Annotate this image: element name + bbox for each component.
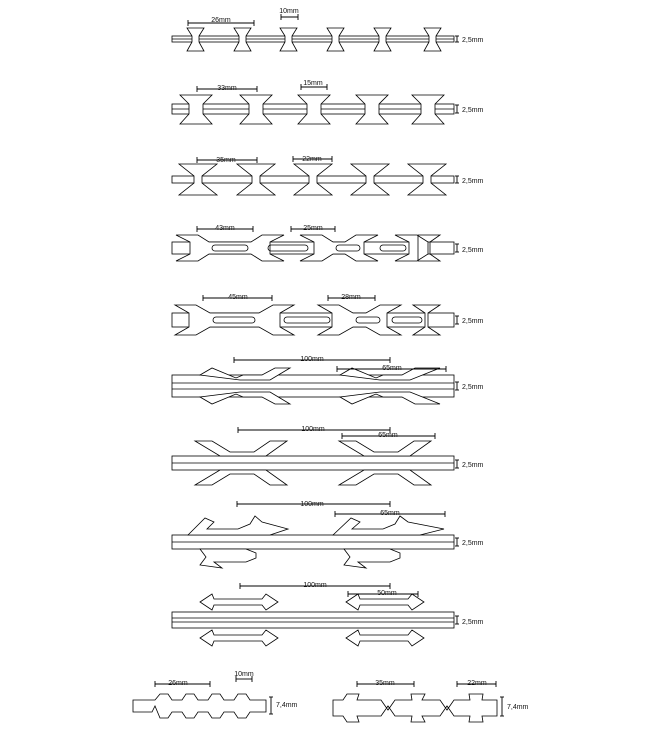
p10-blade-length-label: 26mm <box>168 680 188 687</box>
p4-barb-spacing-label: 25mm <box>303 225 323 232</box>
profile-p1 <box>172 8 484 51</box>
p11-barb-spacing-label: 22mm <box>467 680 487 687</box>
p9-blade-length-label: 100mm <box>303 582 327 589</box>
p7-thickness-label: 2,5mm <box>462 462 484 469</box>
p9-barb-spacing-label: 50mm <box>377 590 397 597</box>
profile-p2 <box>172 80 484 124</box>
profile-p6 <box>172 356 484 404</box>
p10-outline <box>133 694 266 718</box>
p1-thickness-label: 2,5mm <box>462 37 484 44</box>
p1-blade-length-label: 26mm <box>211 17 231 24</box>
p8-thickness-label: 2,5mm <box>462 540 484 547</box>
p3-barb-spacing-label: 22mm <box>302 156 322 163</box>
profile-p4 <box>172 225 484 261</box>
p10-thickness-label: 7,4mm <box>276 702 298 709</box>
profile-p11 <box>333 680 529 722</box>
p7-barb-spacing-label: 65mm <box>378 432 398 439</box>
p8-barb-spacing-label: 65mm <box>380 510 400 517</box>
p9-thickness-label: 2,5mm <box>462 619 484 626</box>
p11-blade-length-label: 35mm <box>375 680 395 687</box>
p4-blade-length-label: 43mm <box>215 225 235 232</box>
profile-p3 <box>172 156 484 195</box>
profile-p7 <box>172 426 484 485</box>
p4-thickness-label: 2,5mm <box>462 247 484 254</box>
profile-p10 <box>133 671 298 718</box>
p2-blade-length-label: 33mm <box>217 85 237 92</box>
profile-p9 <box>172 582 484 646</box>
p9-core-strip <box>172 612 454 628</box>
p3-blade-length-label: 35mm <box>216 157 236 164</box>
p5-blade-length-label: 45mm <box>228 294 248 301</box>
p5-thickness-label: 2,5mm <box>462 318 484 325</box>
p11-outline <box>333 694 497 722</box>
p10-barb-spacing-label: 10mm <box>234 671 254 678</box>
p3-thickness-label: 2,5mm <box>462 178 484 185</box>
p8-blade-length-label: 100mm <box>300 501 324 508</box>
p6-blade-length-label: 100mm <box>300 356 324 363</box>
p6-thickness-label: 2,5mm <box>462 384 484 391</box>
p2-thickness-label: 2,5mm <box>462 107 484 114</box>
p7-blade-length-label: 100mm <box>301 426 325 433</box>
p5-barb-spacing-label: 28mm <box>341 294 361 301</box>
p11-thickness-label: 7,4mm <box>507 704 529 711</box>
p6-barb-spacing-label: 65mm <box>382 365 402 372</box>
p1-barb-spacing-label: 10mm <box>279 8 299 15</box>
profile-p8 <box>172 501 484 568</box>
p2-barb-spacing-label: 15mm <box>303 80 323 87</box>
profile-p5 <box>172 294 484 335</box>
